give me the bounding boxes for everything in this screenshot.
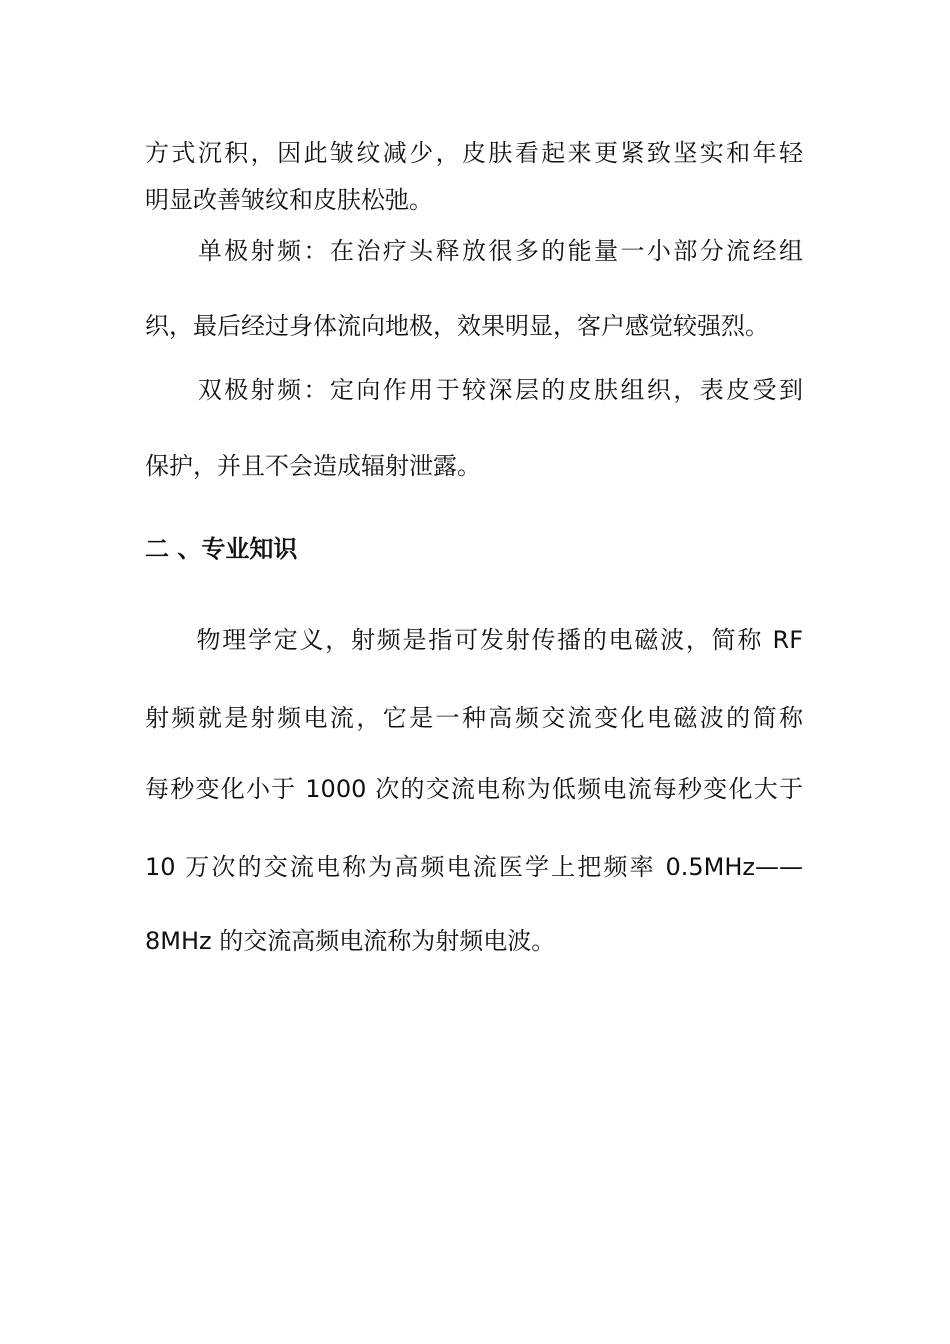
text-line: 物理学定义，射频是指可发射传播的电磁波，简称 RF <box>145 626 803 654</box>
text-line: 双极射频：定向作用于较深层的皮肤组织，表皮受到 <box>145 376 803 404</box>
text-line: 8MHz 的交流高频电流称为射频电波。 <box>145 927 556 955</box>
text-line: 射频就是射频电流，它是一种高频交流变化电磁波的简称 <box>145 704 803 732</box>
section-heading: 二 、专业知识 <box>145 535 298 563</box>
text-line: 明显改善皱纹和皮肤松弛。 <box>145 186 433 214</box>
text-line: 织，最后经过身体流向地极，效果明显，客户感觉较强烈。 <box>145 312 769 340</box>
text-line: 每秒变化小于 1000 次的交流电称为低频电流每秒变化大于 <box>145 775 803 803</box>
text-line: 10 万次的交流电称为高频电流医学上把频率 0.5MHz—— <box>145 853 803 881</box>
text-line: 保护，并且不会造成辐射泄露。 <box>145 452 481 480</box>
text-line: 方式沉积，因此皱纹减少，皮肤看起来更紧致坚实和年轻 <box>145 139 803 167</box>
text-line: 单极射频：在治疗头释放很多的能量一小部分流经组 <box>145 237 803 265</box>
